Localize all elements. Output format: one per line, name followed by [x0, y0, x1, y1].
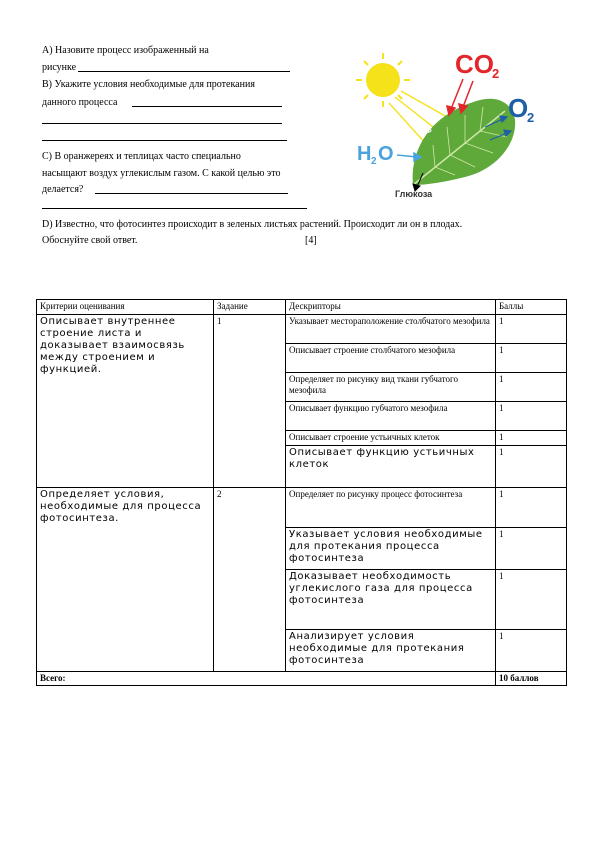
- header-descriptors: Дескрипторы: [286, 300, 496, 315]
- answer-line-a[interactable]: [78, 71, 290, 72]
- answer-line-c1[interactable]: [95, 193, 288, 194]
- table-row: [37, 488, 567, 528]
- leaf-icon: [413, 99, 515, 185]
- answer-line-c2[interactable]: [42, 208, 307, 209]
- header-score: Баллы: [496, 300, 567, 315]
- question-c-line1: С) В оранжереях и теплицах часто специально: [42, 151, 241, 162]
- score-cell: 1: [496, 315, 567, 344]
- svg-text:H: H: [357, 143, 372, 165]
- co2-label: [455, 49, 499, 81]
- descriptor-cell: Описывает строение устьичных клеток: [286, 431, 496, 446]
- task-1: 1: [214, 315, 286, 488]
- svg-text:2: 2: [492, 66, 500, 81]
- score-cell: 1: [496, 431, 567, 446]
- total-value: 10 баллов: [496, 672, 567, 686]
- question-d-line1: D) Известно, что фотосинтез происходит в зеленых листьях растений. Происходит ли он в плодах.: [42, 219, 463, 230]
- descriptor-cell: Доказывает необходимость углекислого газа для процесса фотосинтеза: [286, 570, 496, 630]
- descriptor-cell: Указывает условия необходимые для протекания процесса фотосинтеза: [286, 528, 496, 570]
- descriptor-cell: Определяет по рисунку процесс фотосинтеза: [286, 488, 496, 528]
- question-c-line2: насыщают воздух углекислым газом. С какой целью это: [42, 168, 281, 179]
- table-header-row: [37, 300, 567, 315]
- header-task: Задание: [214, 300, 286, 315]
- svg-text:2: 2: [527, 110, 535, 125]
- assessment-table: [36, 299, 567, 686]
- question-b-line2: данного процесса: [42, 97, 118, 108]
- photosynthesis-illustration: [355, 45, 555, 200]
- h2o-label: [357, 143, 394, 167]
- svg-text:O: O: [508, 93, 529, 123]
- svg-text:CO: CO: [455, 49, 494, 79]
- descriptor-cell: Описывает строение столбчатого мезофила: [286, 344, 496, 373]
- answer-line-b1[interactable]: [132, 106, 282, 107]
- descriptor-cell: Указывает местораположение столбчатого мезофила: [286, 315, 496, 344]
- question-d-line2: Обоснуйте свой ответ.: [42, 235, 138, 246]
- atp-label: АТФ: [417, 128, 432, 135]
- score-cell: 1: [496, 373, 567, 402]
- svg-text:2: 2: [371, 156, 377, 167]
- question-d-points: [4]: [305, 235, 317, 246]
- score-cell: 1: [496, 402, 567, 431]
- descriptor-cell: Описывает функцию устьичных клеток: [286, 446, 496, 488]
- answer-line-b2[interactable]: [42, 123, 282, 124]
- task-2: 2: [214, 488, 286, 672]
- o2-label: [508, 93, 534, 125]
- answer-line-b3[interactable]: [42, 140, 287, 141]
- header-criteria: Критерии оценивания: [37, 300, 214, 315]
- score-cell: 1: [496, 528, 567, 570]
- question-b-line1: В) Укажите условия необходимые для протекания: [42, 79, 255, 90]
- descriptor-cell: Анализирует условия необходимые для протекания фотосинтеза: [286, 630, 496, 672]
- criterion-1: Описывает внутреннее строение листа и доказывает взаимосвязь между строением и функцией.: [37, 315, 214, 488]
- score-cell: 1: [496, 630, 567, 672]
- score-cell: 1: [496, 446, 567, 488]
- table-total-row: [37, 672, 567, 686]
- descriptor-cell: Определяет по рисунку вид ткани губчатого мезофила: [286, 373, 496, 402]
- score-cell: 1: [496, 488, 567, 528]
- descriptor-cell: Описывает функцию губчатого мезофила: [286, 402, 496, 431]
- score-cell: 1: [496, 570, 567, 630]
- table-row: [37, 315, 567, 344]
- score-cell: 1: [496, 344, 567, 373]
- question-a-line1: А) Назовите процесс изображенный на: [42, 45, 209, 56]
- svg-text:O: O: [378, 143, 394, 165]
- criterion-2: Определяет условия, необходимые для процесса фотосинтеза.: [37, 488, 214, 672]
- question-a-line2: рисунке: [42, 62, 77, 73]
- question-c-line3: делается?: [42, 184, 84, 195]
- total-label: Всего:: [37, 672, 496, 686]
- glucose-label: Глюкоза: [395, 189, 433, 199]
- h2o-arrow-icon: [397, 153, 421, 161]
